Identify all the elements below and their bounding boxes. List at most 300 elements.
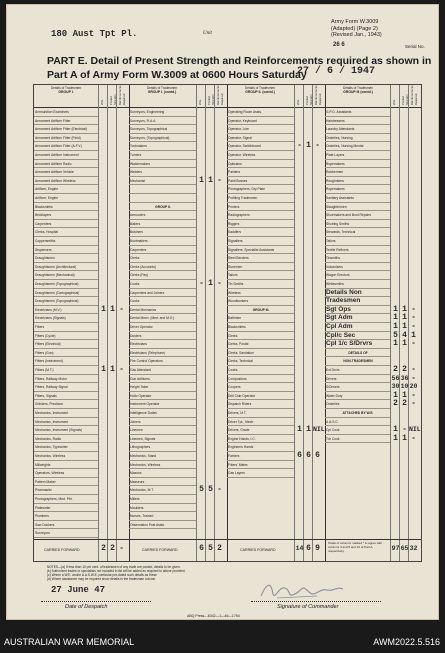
trade-row: Fitters (Instrument) [34, 357, 98, 366]
entry-value: - [411, 365, 416, 374]
entry-value: - [217, 485, 222, 495]
entry-value: 2 [393, 399, 398, 409]
trade-row: Clerks [129, 254, 196, 263]
trade-row: GROUP III. [227, 306, 294, 315]
carried-forward-value: 2 [110, 544, 115, 553]
trade-row: Mechanics, Typewriter [34, 443, 98, 452]
note-line: (b) Authorized trades or specialists not included in list will be added as required to above provided [47, 569, 185, 573]
trade-row: Height Taker [129, 383, 196, 392]
carried-forward-value: 32 [409, 545, 418, 552]
col-header-details: Details of Tradesmen GROUP II. (contd.) [244, 86, 276, 94]
entry-value: 1 [306, 141, 311, 151]
entry-value: 1 [393, 433, 398, 443]
trade-row: Bathmen [227, 314, 294, 323]
entry-value: 1 [110, 304, 115, 314]
col-header-we: W.E. [296, 99, 300, 105]
trade-row: Mechanics, Radio [34, 435, 98, 444]
trade-row: Bricklayers [34, 211, 98, 220]
entry-value: 1 [402, 313, 407, 323]
trade-row: Shoemakers and Boot Repairs [325, 211, 390, 220]
trade-row: Signallers, Specialist Assistants [227, 246, 294, 255]
entry-value: 1 [199, 175, 204, 185]
trade-row: ATTACHED BY W.E. [325, 409, 390, 418]
trade-row: Draughtsmen (Topographical) [34, 297, 98, 306]
entry-value: 1 [208, 279, 213, 288]
trade-row: Whitesmiths [325, 280, 390, 289]
carried-forward-value: - [119, 544, 124, 553]
trade-row: Painters [227, 168, 294, 177]
entry-value: 36 [400, 374, 409, 382]
carried-forward-label: CARRIED FORWARD [240, 548, 276, 552]
carried-forward-value: 6 [199, 544, 204, 553]
trade-row: Storemen [227, 263, 294, 272]
trade-row: Mechanics, Instrument (Signals) [34, 426, 98, 435]
col-header-details: Details of Tradesmen GROUP I. [50, 86, 82, 94]
form-reference [331, 19, 382, 39]
carried-forward-row [34, 539, 421, 563]
trade-row: Engineers Hands [227, 443, 294, 452]
trade-row: Pharmacist [34, 486, 98, 495]
trade-row: Steel Benders [227, 254, 294, 263]
carried-forward-value: 97 [391, 545, 400, 552]
trade-row: Platewriter [34, 504, 98, 513]
trade-row: Cooks [227, 366, 294, 375]
trade-row: Turners [129, 151, 196, 160]
trade-row: Dispatch Riders [227, 400, 294, 409]
entry-value: 1 [402, 339, 407, 349]
carried-forward-value: 2 [101, 544, 106, 553]
carried-forward-value: 2 [217, 544, 222, 553]
trade-row: Fitters [34, 323, 98, 332]
trade-row: Drivers, Grade [227, 426, 294, 435]
despatch-line [41, 601, 151, 602]
trade-row: Gas Attendant [129, 366, 196, 375]
trade-row: Blacksmiths [34, 203, 98, 212]
trade-row: Driver Operator [129, 323, 196, 332]
trade-row: Fitters (M.T.) [34, 366, 98, 375]
trade-row: Armament Artificer Radio [34, 160, 98, 169]
trade-row [129, 194, 196, 203]
trade-row: Bootmakers [129, 237, 196, 246]
trade-row: Fitters (Electrical) [34, 340, 98, 349]
unit-label: Unit [203, 31, 212, 36]
carried-forward-value: 6 [306, 544, 311, 553]
trade-row: Surveyors [34, 529, 98, 538]
trade-row: Clerks [227, 332, 294, 341]
entry-value: - [297, 141, 302, 151]
trade-row: Clerks (Pay) [129, 271, 196, 280]
trade-row: Clerks, Postal [227, 340, 294, 349]
carried-forward-value: 5 [208, 544, 213, 553]
entry-value: - [411, 313, 416, 323]
col-header-reinf: Reinforcements Required [410, 85, 418, 105]
trade-row: Orderlies [325, 400, 390, 409]
trade-row: Armourers [129, 211, 196, 220]
entry-value: 5 [393, 330, 398, 340]
entry-value: - [411, 339, 416, 349]
col-header-we: W.E. [100, 99, 104, 105]
form-sheet [6, 4, 439, 620]
trade-row: Armament Artificer Fitter (Electrical) [34, 125, 98, 134]
trade-row: Operator, Signal [227, 134, 294, 143]
note-line: (c) Where a W.E. and/or A.A.S.W.E. particular pre-dated such details as these [47, 573, 157, 577]
signature-line [251, 601, 381, 602]
trade-row: Rubbermen [325, 168, 390, 177]
trade-row: G.P.O. Assistants [325, 108, 390, 117]
trade-row: Tailors [227, 271, 294, 280]
trade-row: Textile Refiners [325, 246, 390, 255]
trade-row: Profiling Tradesmen [227, 194, 294, 203]
trade-row: Cpl Cook [325, 426, 390, 435]
trade-row: Printers [227, 203, 294, 212]
col-header-posted: Posted Strength [401, 94, 409, 105]
trade-row: Instrument Operator [129, 400, 196, 409]
trade-row: Ropemakers [325, 185, 390, 194]
col-header-posted: Posted Strength [109, 94, 117, 105]
trade-row: Laundry Attendants [325, 125, 390, 134]
trade-row: Fitters (Cycle) [34, 332, 98, 341]
trade-row: Wagon Erectors [325, 271, 390, 280]
entry-value: - [315, 141, 320, 151]
trade-row: Radiographers [227, 211, 294, 220]
entry-value: 1 [393, 322, 398, 331]
trade-row: Sgt Adm [325, 314, 390, 323]
trade-row: Operator, Wireless [227, 151, 294, 160]
trade-row: Draughtsmen [34, 254, 98, 263]
entry-value: 1 [393, 304, 398, 314]
note-line: (d) Where assistance may be required show details in the tradesman column [47, 577, 156, 581]
trade-row: Tradesmen [325, 297, 390, 306]
trade-row: Dispensers [34, 246, 98, 255]
trade-row: Millwrights [34, 461, 98, 470]
trade-row: Butchers [129, 228, 196, 237]
trade-row: Cooks [129, 297, 196, 306]
col-header-reinf: Reinforcements Required [314, 85, 322, 105]
trade-row: Surveyors, (Topographical) [129, 134, 196, 143]
trade-row: Nurses, Trained [129, 512, 196, 521]
trade-row: Artificer, Engine [34, 185, 98, 194]
trade-row: Orderlies, Nursing [325, 134, 390, 143]
col-header-posted: Posted Strength [305, 94, 313, 105]
signature-label: Signature of Commander [277, 604, 339, 610]
trade-row: Pattern Maker [34, 478, 98, 487]
entry-value: 1 [101, 304, 106, 314]
entry-value: 6 [306, 451, 311, 460]
entry-value: 20 [409, 383, 418, 391]
trade-row: Stewards, Technical [325, 228, 390, 237]
entry-value: 1 [393, 425, 398, 435]
trade-row: Armament Artificer Fitter (A.F.V.) [34, 142, 98, 151]
trade-row: Mechanics, Wireless [129, 461, 196, 470]
trade-row: Grinders, Precision [34, 400, 98, 409]
totals-note: Totals of columns marked * to agree with columns 4 and 5 and 10 of Part A, respectively. [328, 541, 383, 553]
trade-row: Surveyors, Engineering [129, 108, 196, 117]
trade-row: Ext Drvrs [325, 366, 390, 375]
entry-value: 2 [402, 365, 407, 374]
trade-row: Water Duty [325, 392, 390, 401]
trade-row: Coppersmiths [34, 237, 98, 246]
entry-value: 5 [199, 485, 204, 495]
trade-row: Surveyors, Topographical [129, 125, 196, 134]
trade-row: Armament Artificer Vehicle [34, 168, 98, 177]
trade-row: Drivers, M.T. [227, 409, 294, 418]
trade-row: Watchmakers [129, 160, 196, 169]
trade-row: Mechanist [129, 177, 196, 186]
trade-row: Fitters, Railway Motor [34, 375, 98, 384]
trade-row: Bakers [129, 220, 196, 229]
trade-row: Tin Smiths [227, 280, 294, 289]
trade-row: Cpl 1/c S/Drvrs [325, 340, 390, 349]
trade-row: Clerks (Accounts) [129, 263, 196, 272]
trade-row: Saddlers [227, 228, 294, 237]
trade-row: Clerks, Hospital [34, 228, 98, 237]
entry-value: 1 [402, 390, 407, 400]
trade-row: Drill Club Operator [227, 392, 294, 401]
carried-forward-label: CARRIED FORWARD [44, 548, 80, 552]
entry-value: - [411, 433, 416, 443]
entry-value: 1 [208, 175, 213, 185]
trade-row: Hairdressers [325, 117, 390, 126]
entry-value: - [402, 425, 407, 435]
notes-block [47, 565, 407, 581]
page-title: PART E. Detail of Present Strength and Reinforcements required as shown in [47, 55, 432, 67]
entry-value: - [119, 304, 124, 314]
trade-row: Fitters' Mates [227, 461, 294, 470]
trade-row: Dental Mech. (Med. and M.O.) [129, 314, 196, 323]
trade-row: Vulcanisers [325, 263, 390, 272]
entry-value: - [411, 390, 416, 400]
trade-row: Mechanics, Instrument [34, 409, 98, 418]
entry-value: 1 [402, 322, 407, 331]
trade-row: Farriers [227, 452, 294, 461]
trade-row: Operator, Line [227, 125, 294, 134]
trade-row: Coopers [227, 383, 294, 392]
trade-row: Tailors [325, 237, 390, 246]
form-line: (Adapted) (Page 2) [331, 25, 378, 32]
trade-row: Masseurs [129, 478, 196, 487]
trade-row: Artificer, Engine [34, 194, 98, 203]
entry-value: 2 [393, 365, 398, 374]
entry-value: 1 [393, 390, 398, 400]
trade-row: Joiners [129, 418, 196, 427]
column-rule [98, 85, 99, 561]
trade-row: Fire Control Operators [129, 357, 196, 366]
trade-row: Toolmakers [129, 142, 196, 151]
trade-row: Linemen [129, 426, 196, 435]
trade-row: Intelligence Duties [129, 409, 196, 418]
trade-row: Clerks, Technical [227, 357, 294, 366]
carried-forward-value: 65 [400, 545, 409, 552]
trade-row: Photographers, Dry Plate [227, 185, 294, 194]
report-date: 27 / 6 / 1947 [297, 66, 376, 77]
entry-value: 6 [297, 451, 302, 460]
entry-value: NIL [313, 426, 325, 434]
form-line: Army Form W.3009 [331, 19, 379, 25]
form-line: (Revised Jan., 1943) [331, 32, 382, 38]
trade-row: Armament Artificer Instrument [34, 151, 98, 160]
despatch-date: 27 June 47 [51, 585, 106, 595]
entry-value: - [119, 365, 124, 374]
trade-row: Dental Mechanics [129, 306, 196, 315]
entry-value: 1 [402, 433, 407, 443]
trade-row: Operating Room Assts. [227, 108, 294, 117]
trade-row: Tinsmiths [325, 254, 390, 263]
archive-reference: AWM2022.5.516 [373, 637, 440, 647]
trade-row: NON-TRADESMEN [325, 357, 390, 366]
trade-row: Compositors [227, 375, 294, 384]
col-header-reinf: Reinforcements Required [118, 85, 126, 105]
typed-date: 26 6 [333, 42, 345, 48]
carried-forward-value: 9 [315, 544, 320, 553]
trade-row: Dusters [129, 332, 196, 341]
trade-row: Paint Bosses [227, 177, 294, 186]
trade-row: S/Drivers [325, 383, 390, 392]
entry-value: 1 [393, 339, 398, 349]
entry-value: 4 [402, 330, 407, 340]
trade-row: Fitters, Railway Signal [34, 383, 98, 392]
entry-value: 1 [411, 330, 416, 340]
entry-value: 1 [110, 365, 115, 374]
trade-row: Driver Tpt., Mech. [227, 418, 294, 427]
trade-row: Armament Artificer Fitter [34, 117, 98, 126]
trade-row: Draughtsmen (Architectural) [34, 263, 98, 272]
entry-value: 2 [402, 399, 407, 409]
trade-row: Electricians [129, 340, 196, 349]
trade-row: Carpenters [34, 220, 98, 229]
entry-value: 10 [400, 383, 409, 391]
trade-row: Engine Hands, I.C. [227, 435, 294, 444]
trade-row: Hollo Operator [129, 392, 196, 401]
entry-value: - [199, 279, 204, 288]
trade-row: Operator, Switchboard [227, 142, 294, 151]
trade-row: Electricians (Signals) [34, 314, 98, 323]
trade-row: Carpenters [129, 246, 196, 255]
column-rule [116, 85, 117, 561]
trade-row: Drivers [325, 375, 390, 384]
despatch-label: Date of Despatch [65, 604, 108, 610]
trade-row: Moulders [129, 504, 196, 513]
trade-row: Plate Layers [325, 151, 390, 160]
trade-row: Millers [129, 495, 196, 504]
trade-row: Gas Layers [227, 469, 294, 478]
trade-row: Draughtsmen (Topographical) [34, 280, 98, 289]
trade-row: Slaughtermen [325, 203, 390, 212]
trade-row: Wireless [227, 289, 294, 298]
entry-value: - [411, 373, 416, 383]
trade-row: Linemen, Signals [129, 435, 196, 444]
trade-row: GROUP II. [129, 203, 196, 212]
column-rule [107, 85, 108, 561]
trade-row: Sgt Ops [325, 306, 390, 315]
trade-row: Fitters (Gun) [34, 349, 98, 358]
trade-row: Plumbers [34, 512, 98, 521]
carried-forward-value: 14 [295, 545, 304, 552]
archive-footer [0, 627, 445, 653]
trade-row: Cpl Adm [325, 323, 390, 332]
entry-value: 1 [402, 304, 407, 314]
trade-row: Mechanics, Stand [129, 452, 196, 461]
trade-row: Observation Post Assts. [129, 521, 196, 530]
entry-value: 1 [306, 425, 311, 435]
entry-value: - [411, 399, 416, 409]
entry-value: 56 [391, 374, 400, 382]
trade-row: Blacksmiths [227, 323, 294, 332]
column-rule [303, 85, 304, 561]
trade-row: Clerks, Sanitation [227, 349, 294, 358]
entry-value: 1 [393, 313, 398, 323]
column-rule [312, 85, 313, 561]
trade-row: Signallers [227, 237, 294, 246]
trade-row: Masons [129, 469, 196, 478]
entry-value: 6 [315, 451, 320, 460]
trade-row: Woodworkers [227, 297, 294, 306]
trade-row: Shoeing Smiths [325, 220, 390, 229]
trade-row: Electricians (Telephone) [129, 349, 196, 358]
entry-value: 1 [297, 425, 302, 435]
entry-value: - [217, 175, 222, 185]
trade-row: Operator, Keyboard [227, 117, 294, 126]
unit-name: 180 Aust Tpt Pl. [51, 29, 138, 39]
trade-row: Lithographers [129, 443, 196, 452]
trade-row: Operators, Wireless [34, 469, 98, 478]
trade-row: Roughriders [325, 177, 390, 186]
trade-row: Ammunition Examiners [34, 108, 98, 117]
col-header-we: W.E. [392, 99, 396, 105]
strength-table [33, 84, 422, 562]
trade-row: Tdr Cook [325, 435, 390, 444]
note-line: NOTES—(a) If less than 10 per cent. of tradesmen of any trade are posted, details to be given. [47, 565, 181, 569]
trade-row: Sanitary Assistants [325, 194, 390, 203]
trade-row: Fitters, Signals [34, 392, 98, 401]
entry-value: 1 [101, 365, 106, 374]
trade-row [129, 185, 196, 194]
entry-value: 30 [391, 383, 400, 391]
trade-row: Welders [129, 168, 196, 177]
carried-forward-label: CARRIED FORWARD [142, 548, 178, 552]
trade-row: Gun Artificers [129, 375, 196, 384]
col-header-details: Details of Tradesmen GROUP III (contd.) [342, 86, 374, 94]
entry-value: - [411, 322, 416, 331]
trade-row: A.A.S.C. [325, 418, 390, 427]
trade-row: Surveyors, R.A.A. [129, 117, 196, 126]
trade-row: Mechanics, Instrument [34, 418, 98, 427]
commander-signature [257, 580, 347, 602]
trade-row: Saw Dockers [34, 521, 98, 530]
trade-row: Ropemakers [325, 160, 390, 169]
trade-row: Riggers [227, 220, 294, 229]
trade-row: Cpl/c Sec [325, 332, 390, 341]
entry-value: - [411, 304, 416, 314]
trade-row: Draughtsmen (Mechanical) [34, 271, 98, 280]
printer-imprint: ABQ Press—6342—1—46—1754 [187, 614, 240, 618]
trade-row: Draughtsmen (Cartographical) [34, 289, 98, 298]
trade-row: Opticians [227, 160, 294, 169]
col-header-reinf: Reinforcements Required [216, 85, 224, 105]
entry-value: 5 [208, 485, 213, 495]
trade-row: Carpenters and Joiners [129, 289, 196, 298]
entry-value: NIL [409, 426, 421, 434]
trade-row: Armament Artificer Wireless [34, 177, 98, 186]
trade-row: Mechanics, Wireless [34, 452, 98, 461]
col-header-we: W.E. [198, 99, 202, 105]
trade-row: Mechanics, M.T. [129, 486, 196, 495]
col-header-details: Details of Tradesmen GROUP I. (contd.) [146, 86, 178, 94]
trade-row: Armament Artificer Fitter (Field) [34, 134, 98, 143]
trade-row: Cooks [129, 280, 196, 289]
trade-row: Orderlies, Nursing Mental [325, 142, 390, 151]
trade-row: Electricians (M.V.) [34, 306, 98, 315]
entry-value: - [217, 279, 222, 288]
